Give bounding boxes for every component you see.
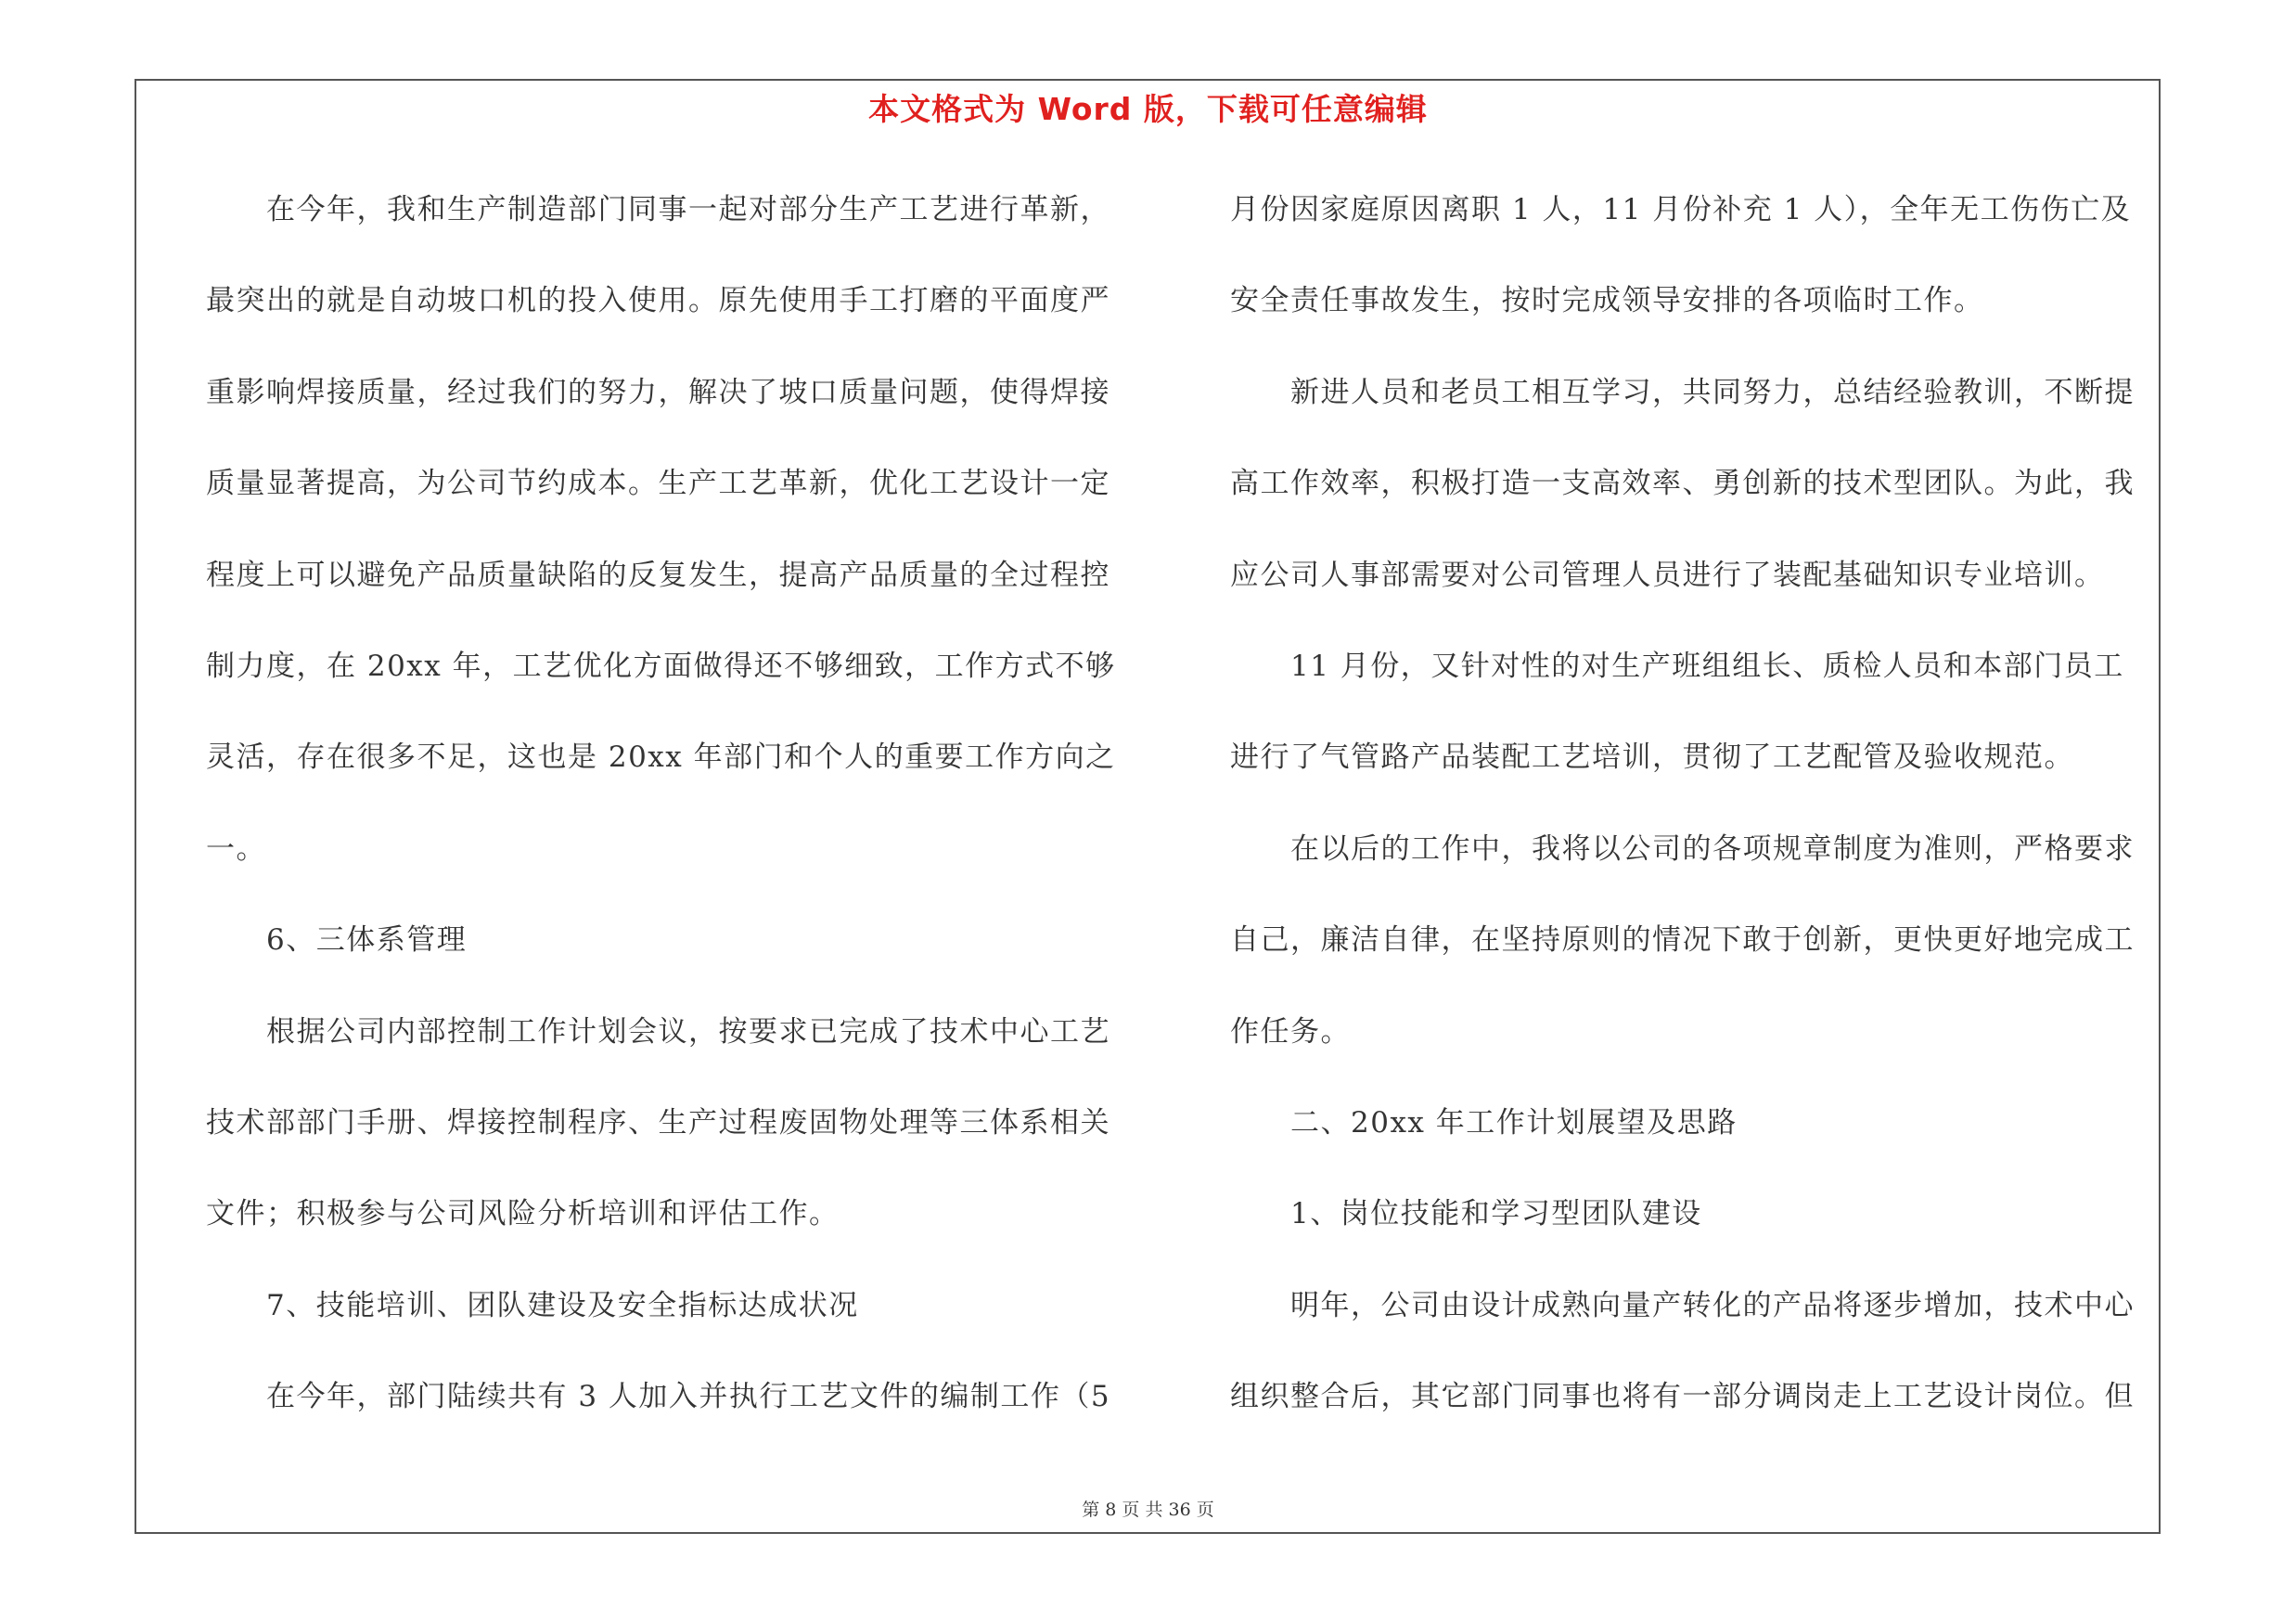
text-line: 技术部部门手册、焊接控制程序、生产过程废固物处理等三体系相关 [206, 1105, 1110, 1140]
text-line: 月份因家庭原因离职 1 人，11 月份补充 1 人），全年无工伤伤亡及 [1230, 193, 2132, 226]
text-line: 自己，廉洁自律，在坚持原则的情况下敢于创新，更快更好地完成工 [1230, 923, 2135, 958]
text-line: 11 月份，又针对性的对生产班组组长、质检人员和本部门员工 [1230, 649, 2124, 683]
text-line: 文件；积极参与公司风险分析培训和评估工作。 [206, 1197, 840, 1231]
right-column [1230, 181, 2153, 1459]
text-line: 在今年，我和生产制造部门同事一起对部分生产工艺进行革新， [206, 193, 1110, 226]
text-line: 高工作效率，积极打造一支高效率、勇创新的技术型团队。为此，我 [1230, 467, 2135, 501]
text-line: 明年，公司由设计成熟向量产转化的产品将逐步增加，技术中心 [1230, 1288, 2135, 1322]
text-line: 制力度，在 20xx 年，工艺优化方面做得还不够细致，工作方式不够 [206, 649, 1116, 683]
text-line: 质量显著提高，为公司节约成本。生产工艺革新，优化工艺设计一定 [206, 467, 1110, 501]
format-banner: 本文格式为 Word 版，下载可任意编辑 [868, 91, 1428, 127]
text-line: 最突出的就是自动坡口机的投入使用。原先使用手工打磨的平面度严 [206, 284, 1110, 318]
text-line: 进行了气管路产品装配工艺培训，贯彻了工艺配管及验收规范。 [1230, 741, 2074, 775]
text-line: 在今年，部门陆续共有 3 人加入并执行工艺文件的编制工作（5 [206, 1380, 1111, 1414]
text-line: 安全责任事故发生，按时完成领导安排的各项临时工作。 [1230, 284, 1984, 318]
text-line: 程度上可以避免产品质量缺陷的反复发生，提高产品质量的全过程控 [206, 558, 1110, 592]
text-line: 作任务。 [1230, 1014, 1351, 1049]
text-line: 7、技能培训、团队建设及安全指标达成状况 [206, 1288, 859, 1322]
left-column [206, 181, 1129, 1459]
text-line: 应公司人事部需要对公司管理人员进行了装配基础知识专业培训。 [1230, 558, 2105, 592]
text-line: 灵活，存在很多不足，这也是 20xx 年部门和个人的重要工作方向之 [206, 741, 1116, 775]
text-line: 根据公司内部控制工作计划会议，按要求已完成了技术中心工艺 [206, 1014, 1110, 1049]
text-line: 新进人员和老员工相互学习，共同努力，总结经验教训，不断提 [1230, 375, 2135, 409]
text-line: 组织整合后，其它部门同事也将有一部分调岗走上工艺设计岗位。但 [1230, 1380, 2135, 1414]
text-line: 1、岗位技能和学习型团队建设 [1230, 1197, 1702, 1231]
text-line: 二、20xx 年工作计划展望及思路 [1230, 1105, 1738, 1140]
page-number-footer: 第 8 页 共 36 页 [1082, 1500, 1214, 1520]
text-line: 一。 [206, 831, 266, 866]
text-line: 重影响焊接质量，经过我们的努力，解决了坡口质量问题，使得焊接 [206, 375, 1110, 409]
text-line: 6、三体系管理 [206, 923, 468, 958]
text-line: 在以后的工作中，我将以公司的各项规章制度为准则，严格要求 [1230, 831, 2135, 866]
